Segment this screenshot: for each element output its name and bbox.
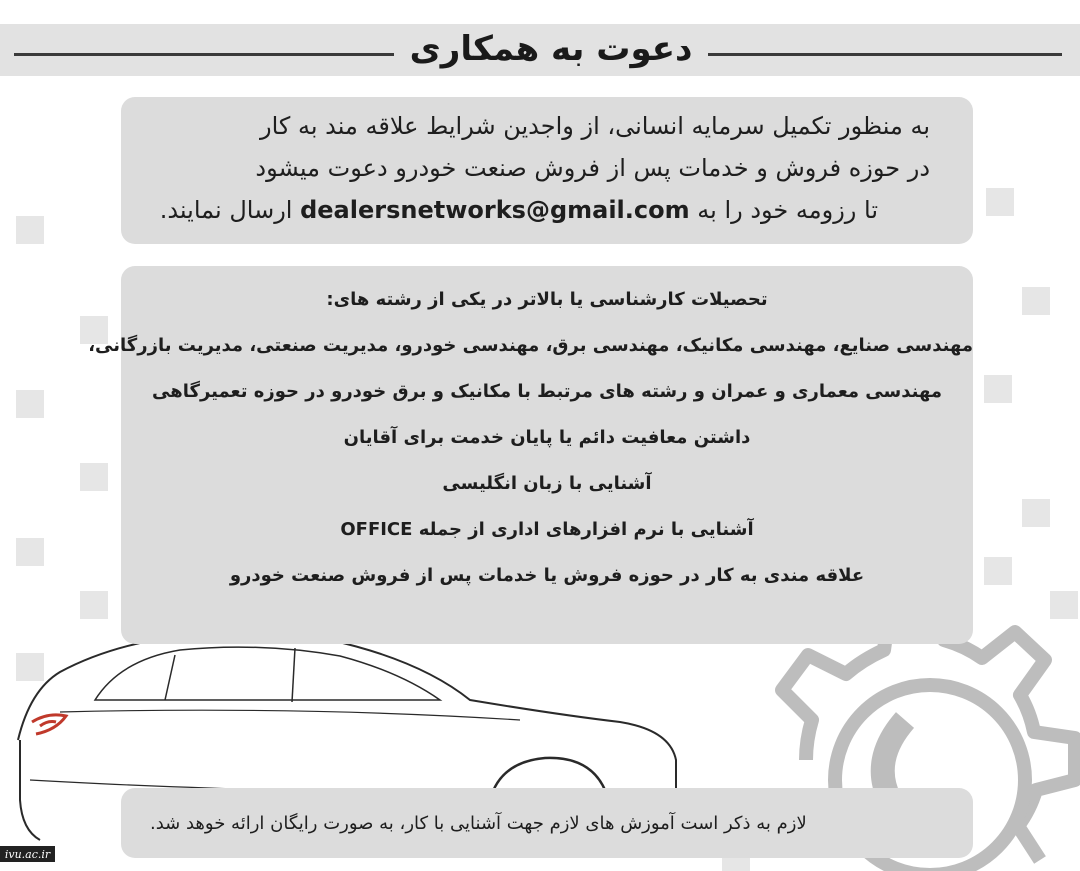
requirement-item: علاقه مندی به کار در حوزه فروش یا خدمات پس از فروش صنعت خودرو	[229, 565, 865, 586]
header-divider-right	[708, 53, 1062, 56]
requirements-panel	[88, 266, 973, 644]
contact-email[interactable]: dealersnetworks@gmail.com	[300, 196, 690, 224]
intro-line-3	[150, 196, 878, 224]
page-title: دعوت به همکاری	[409, 29, 693, 69]
requirement-item: داشتن معافیت دائم یا پایان خدمت برای آقایان	[343, 427, 751, 448]
intro-line-3-end: ارسال نمایند.	[159, 196, 293, 224]
requirement-item: آشنایی با نرم افزارهای اداری از جمله OFFICE	[340, 519, 754, 540]
footer-note: لازم به ذکر است آموزش های لازم جهت آشنایی با کار، به صورت رایگان ارائه خوهد شد.	[150, 812, 807, 834]
intro-line-3-start: تا رزومه خود را به	[697, 196, 878, 224]
header-divider-left	[14, 53, 394, 56]
requirement-item: مهندسی صنایع، مهندسی مکانیک، مهندسی برق، مهندسی خودرو، مدیریت صنعتی، مدیریت بازرگانی،	[88, 335, 973, 356]
site-watermark-logo: ivu.ac.ir	[0, 846, 55, 862]
requirement-item: آشنایی با زبان انگلیسی	[442, 473, 652, 494]
car-logo-icon	[32, 715, 66, 734]
intro-line-1: به منظور تکمیل سرمایه انسانی، از واجدین شرایط علاقه مند به کار	[260, 112, 930, 140]
requirement-item: مهندسی معماری و عمران و رشته های مرتبط با مکانیک و برق خودرو در حوزه تعمیرگاهی	[152, 381, 942, 402]
intro-line-2: در حوزه فروش و خدمات پس از فروش صنعت خودرو دعوت میشود	[255, 154, 930, 182]
requirement-item: تحصیلات کارشناسی یا بالاتر در یکی از رشته های:	[326, 289, 768, 310]
